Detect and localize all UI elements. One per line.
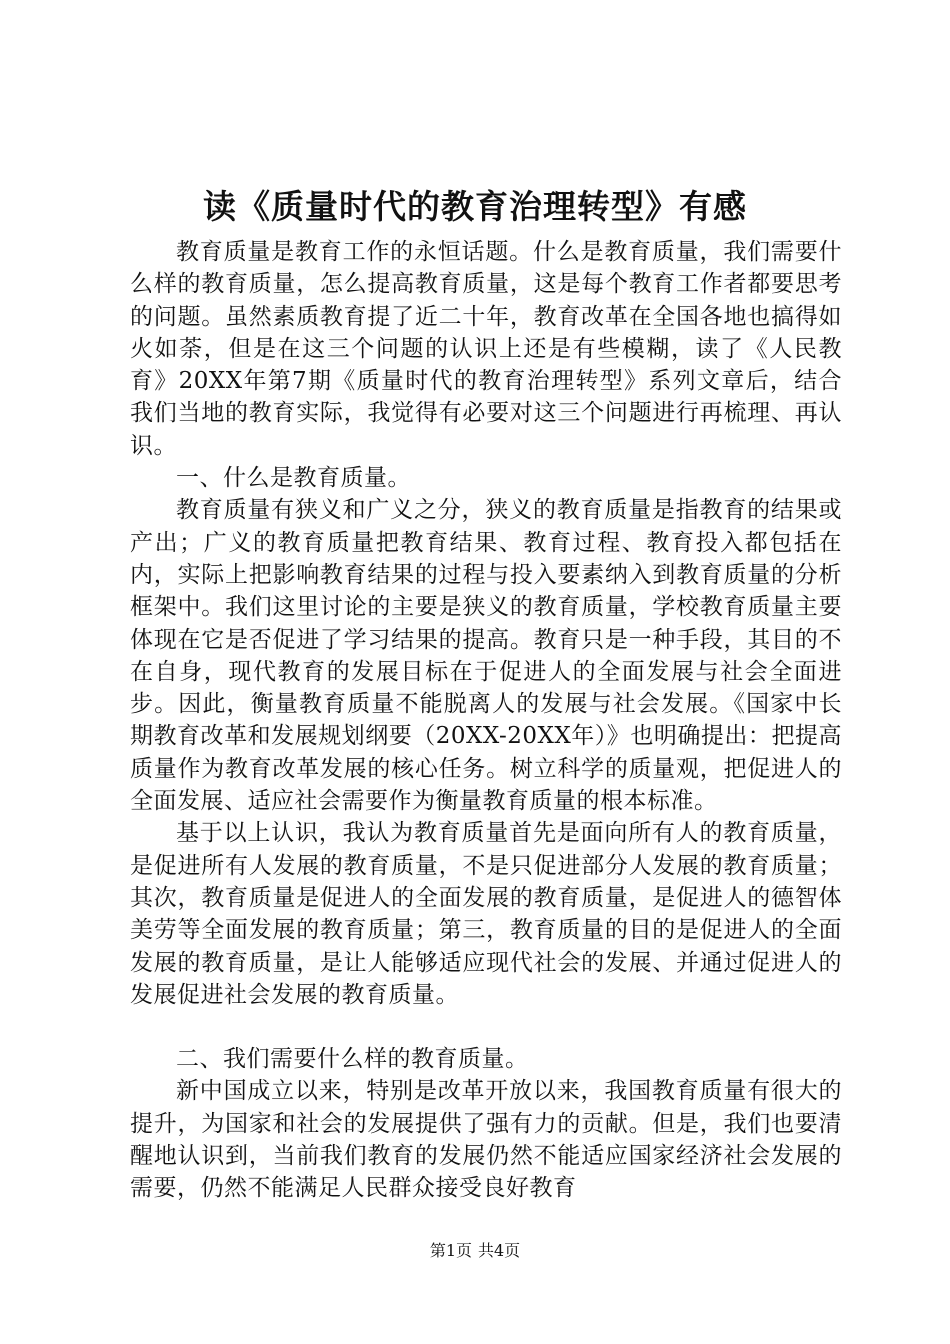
paragraph-history: 新中国成立以来，特别是改革开放以来，我国教育质量有很大的提升，为国家和社会的发展提供了强有力的贡献。但是，我们也要清醒地认识到，当前我们教育的发展仍然不能适应国家经济社会发展的需要，仍然不能满足人民群众接受良好教育 bbox=[130, 1078, 842, 1202]
paragraph-definition: 教育质量有狭义和广义之分，狭义的教育质量是指教育的结果或产出；广义的教育质量把教育结果、教育过程、教育投入都包括在内，实际上把影响教育结果的过程与投入要素纳入到教育质量的分析框架中。我们这里讨论的主要是狭义的教育质量，学校教育质量主要体现在它是否促进了学习结果的提高。教育只是一种手段，其目的不在自身，现代教育的发展目标在于促进人的全面发展与社会全面进步。因此，衡量教育质量不能脱离人的发展与社会发展。《国家中长期教育改革和发展规划纲要（20XX-20XX年）》也明确提出：把提高质量作为教育改革发展的核心任务。树立科学的质量观，把促进人的全面发展、适应社会需要作为衡量教育质量的根本标准。 bbox=[130, 497, 842, 815]
page-number: 第1页 bbox=[429, 1241, 472, 1260]
paragraph-intro: 教育质量是教育工作的永恒话题。什么是教育质量，我们需要什么样的教育质量，怎么提高教育质量，这是每个教育工作者都要思考的问题。虽然素质教育提了近二十年，教育改革在全国各地也搞得如火如荼，但是在这三个问题的认识上还是有些模糊，读了《人民教育》20XX年第7期《质量时代的教育治理转型》系列文章后，结合我们当地的教育实际，我觉得有必要对这三个问题进行再梳理、再认识。 bbox=[130, 239, 842, 459]
page-total: 共4页 bbox=[478, 1241, 521, 1260]
paragraph-understanding: 基于以上认识，我认为教育质量首先是面向所有人的教育质量，是促进所有人发展的教育质量，不是只促进部分人发展的教育质量；其次，教育质量是促进人的全面发展的教育质量，是促进人的德智体美劳等全面发展的教育质量；第三，教育质量的目的是促进人的全面发展的教育质量，是让人能够适应现代社会的发展、并通过促进人的发展促进社会发展的教育质量。 bbox=[130, 820, 842, 1008]
document-title: 读《质量时代的教育治理转型》有感 bbox=[203, 187, 747, 226]
page-footer bbox=[0, 1240, 950, 1262]
section-heading-1: 一、什么是教育质量。 bbox=[176, 465, 411, 492]
document-body bbox=[130, 236, 842, 1205]
section-heading-2: 二、我们需要什么样的教育质量。 bbox=[176, 1046, 529, 1073]
blank-line bbox=[130, 1011, 842, 1043]
